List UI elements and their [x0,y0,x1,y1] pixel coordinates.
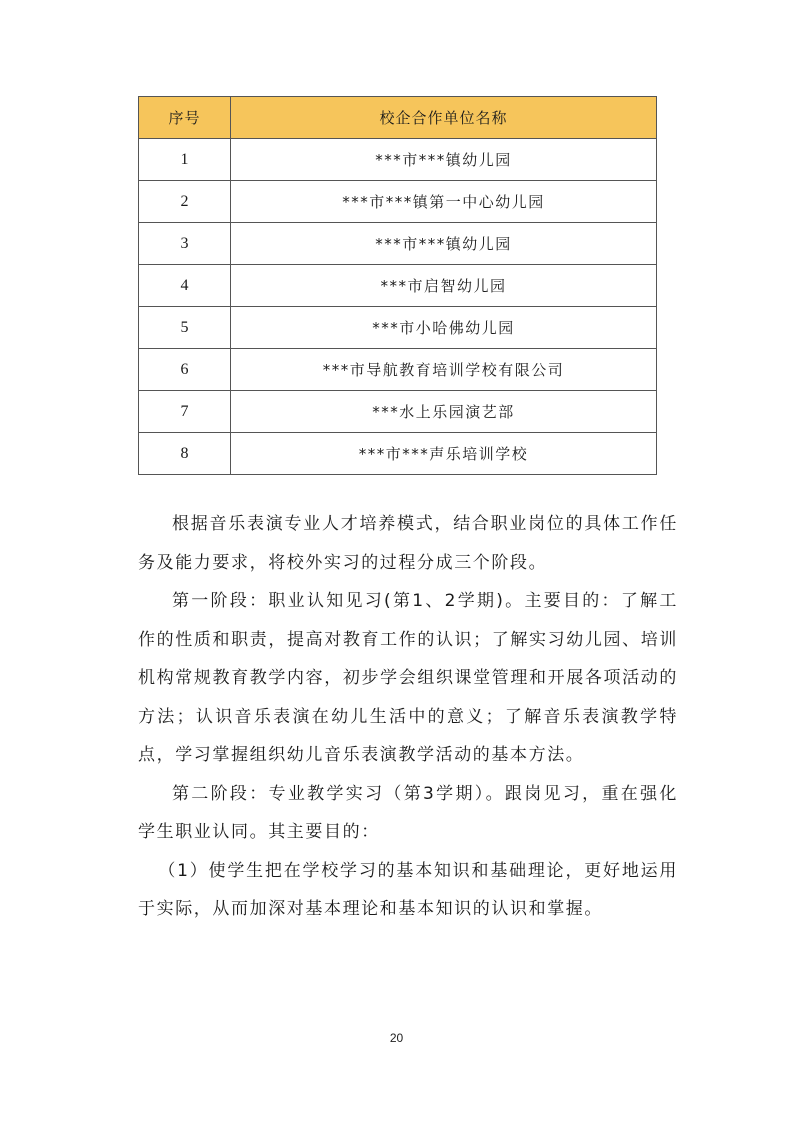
table-row [139,139,657,181]
row-unit-name: ***市导航教育培训学校有限公司 [231,349,657,391]
table-row [139,223,657,265]
table-row [139,307,657,349]
paragraph-stage-one: 第一阶段：职业认知见习(第1、2学期)。主要目的：了解工作的性质和职责，提高对教育工作的认识；了解实习幼儿园、培训机构常规教育教学内容，初步学会组织课堂管理和开展各项活动的方法；认识音乐表演在幼儿生活中的意义；了解音乐表演教学特点，学习掌握组织幼儿音乐表演教学活动的基本方法。 [138,591,678,765]
row-index: 1 [139,139,231,181]
row-unit-name: ***水上乐园演艺部 [231,391,657,433]
row-index: 8 [139,433,231,475]
row-index: 6 [139,349,231,391]
row-unit-name: ***市***声乐培训学校 [231,433,657,475]
row-unit-name: ***市***镇第一中心幼儿园 [231,181,657,223]
partner-units-table [138,96,657,475]
table-row [139,433,657,475]
row-index: 4 [139,265,231,307]
paragraph-intro: 根据音乐表演专业人才培养模式，结合职业岗位的具体工作任务及能力要求，将校外实习的过程分成三个阶段。 [138,514,678,573]
row-unit-name: ***市小哈佛幼儿园 [231,307,657,349]
row-unit-name: ***市***镇幼儿园 [231,139,657,181]
page-number: 20 [389,1031,404,1045]
table-row [139,181,657,223]
body-text [138,505,678,929]
row-index: 5 [139,307,231,349]
row-unit-name: ***市***镇幼儿园 [231,223,657,265]
paragraph-stage-two: 第二阶段：专业教学实习（第3学期）。跟岗见习，重在强化学生职业认同。其主要目的： [138,783,678,842]
paragraph-point-one: （1）使学生把在学校学习的基本知识和基础理论，更好地运用于实际，从而加深对基本理论和基本知识的认识和掌握。 [138,860,678,919]
row-index: 2 [139,181,231,223]
header-index: 序号 [139,97,231,139]
header-unit-name: 校企合作单位名称 [231,97,657,139]
table-row [139,265,657,307]
row-index: 3 [139,223,231,265]
table-row [139,349,657,391]
table-header-row [139,97,657,139]
row-unit-name: ***市启智幼儿园 [231,265,657,307]
table-row [139,391,657,433]
row-index: 7 [139,391,231,433]
